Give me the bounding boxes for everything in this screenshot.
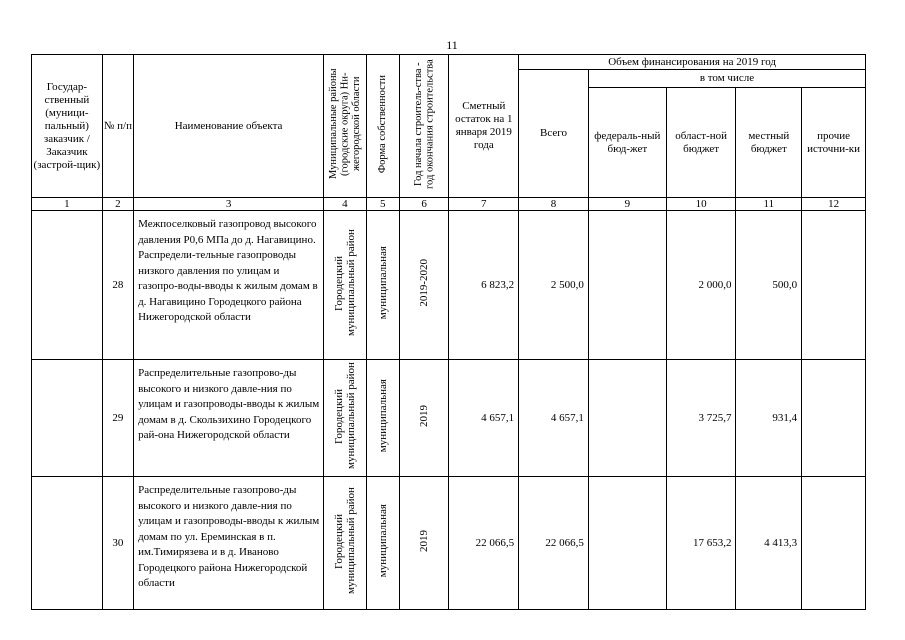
header-num: № п/п xyxy=(102,55,133,198)
header-estimate: Сметный остаток на 1 января 2019 года xyxy=(449,55,519,198)
header-total: Всего xyxy=(519,70,589,198)
header-local: местный бюджет xyxy=(736,88,802,198)
cell-other xyxy=(802,360,866,477)
header-customer: Государ-ственный (муници-пальный) заказчик / Заказчик (застрой-щик) xyxy=(32,55,103,198)
cell-district: Городецкий муниципальный район xyxy=(324,211,366,360)
header-district: Муниципальные районы (городские округа) Ни-жегородской области xyxy=(324,55,366,198)
header-including: в том числе xyxy=(588,70,865,88)
cell-local: 931,4 xyxy=(736,360,802,477)
header-financing: Объем финансирования на 2019 год xyxy=(519,55,866,70)
header-object-name: Наименование объекта xyxy=(134,55,324,198)
cell-local: 500,0 xyxy=(736,211,802,360)
column-number: 11 xyxy=(736,198,802,211)
cell-district: Городецкий муниципальный район xyxy=(324,360,366,477)
header-ownership: Форма собственности xyxy=(366,55,399,198)
cell-ownership: муниципальная xyxy=(366,360,399,477)
cell-ownership: муниципальная xyxy=(366,477,399,610)
cell-num: 29 xyxy=(102,360,133,477)
cell-object-name: Распределительные газопрово-ды высокого и низкого давле-ния по улицам и газопроводы-вводы к жилым домам по ул. Ереминская в п. им.Тимирязева и в д. Иваново Городецкого района Нижегородской области xyxy=(134,477,324,610)
column-number: 3 xyxy=(134,198,324,211)
header-other: прочие источни-ки xyxy=(802,88,866,198)
cell-customer xyxy=(32,211,103,360)
cell-regional: 2 000,0 xyxy=(666,211,736,360)
cell-regional: 3 725,7 xyxy=(666,360,736,477)
column-number: 8 xyxy=(519,198,589,211)
cell-regional: 17 653,2 xyxy=(666,477,736,610)
cell-estimate: 6 823,2 xyxy=(449,211,519,360)
cell-district: Городецкий муниципальный район xyxy=(324,477,366,610)
cell-customer xyxy=(32,477,103,610)
financing-table xyxy=(31,54,866,610)
cell-other xyxy=(802,477,866,610)
cell-object-name: Межпоселковый газопровод высокого давления Р0,6 МПа до д. Нагавицино. Распредели-тельные газопроводы низкого давления по улицам и газопро-воды-вводы к жилым домам в д. Нагавицино Городецкого района Нижегородской области xyxy=(134,211,324,360)
header-regional: област-ной бюджет xyxy=(666,88,736,198)
column-number: 1 xyxy=(32,198,103,211)
table-row xyxy=(32,477,866,610)
cell-local: 4 413,3 xyxy=(736,477,802,610)
header-federal: федераль-ный бюд-жет xyxy=(588,88,666,198)
column-number: 2 xyxy=(102,198,133,211)
column-number: 9 xyxy=(588,198,666,211)
cell-years: 2019 xyxy=(399,477,449,610)
column-number: 10 xyxy=(666,198,736,211)
column-number: 5 xyxy=(366,198,399,211)
cell-federal xyxy=(588,211,666,360)
cell-total: 2 500,0 xyxy=(519,211,589,360)
cell-ownership: муниципальная xyxy=(366,211,399,360)
cell-total: 22 066,5 xyxy=(519,477,589,610)
cell-customer xyxy=(32,360,103,477)
cell-total: 4 657,1 xyxy=(519,360,589,477)
page-number: 11 xyxy=(446,38,458,52)
column-numbers-row xyxy=(32,198,866,211)
column-number: 4 xyxy=(324,198,366,211)
cell-num: 30 xyxy=(102,477,133,610)
column-number: 7 xyxy=(449,198,519,211)
header-years: Год начала строитель-ства - год окончания строительства xyxy=(399,55,449,198)
cell-federal xyxy=(588,477,666,610)
cell-estimate: 4 657,1 xyxy=(449,360,519,477)
cell-num: 28 xyxy=(102,211,133,360)
cell-estimate: 22 066,5 xyxy=(449,477,519,610)
column-number: 6 xyxy=(399,198,449,211)
column-number: 12 xyxy=(802,198,866,211)
cell-years: 2019 xyxy=(399,360,449,477)
cell-years: 2019-2020 xyxy=(399,211,449,360)
table-row xyxy=(32,211,866,360)
cell-object-name: Распределительные газопрово-ды высокого и низкого давле-ния по улицам и газопроводы-вводы к жилым домам в д. Скользихино Городецкого рай-она Нижегородской области xyxy=(134,360,324,477)
table-row xyxy=(32,360,866,477)
cell-other xyxy=(802,211,866,360)
cell-federal xyxy=(588,360,666,477)
